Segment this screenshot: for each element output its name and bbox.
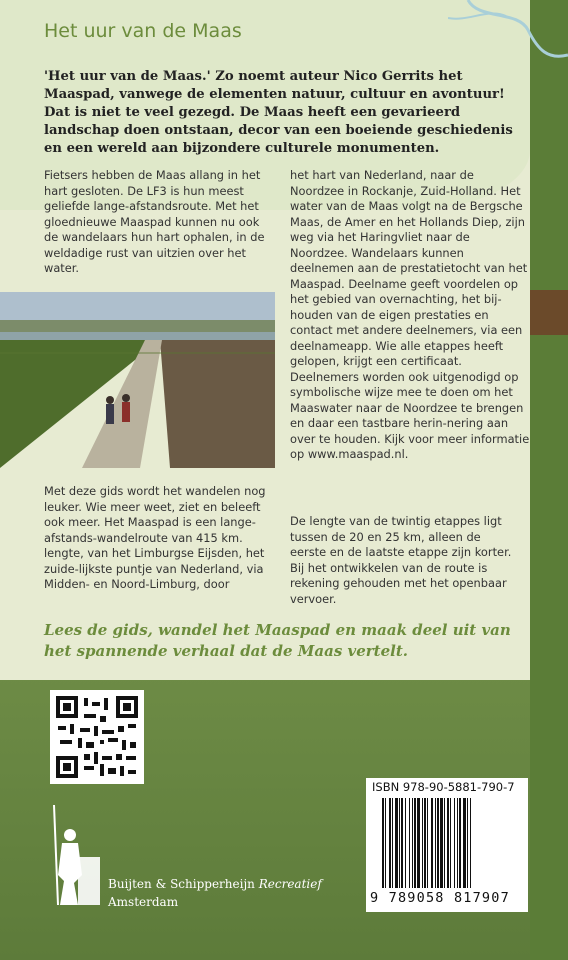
landscape-photo bbox=[0, 292, 275, 468]
publisher-city: Amsterdam bbox=[108, 895, 179, 909]
publisher-block bbox=[108, 875, 322, 911]
publisher-name: Buijten & Schipperheijn bbox=[108, 877, 255, 891]
body-column-2: het hart van Nederland, naar de Noordzee in Rockanje, Zuid-Holland. Het water van de Maas volgt na de Bergsche Maas, de Amer en het Hollands Diep, zijn weg via het Haringvliet naar de Noordzee. Wandelaars kunnen deelnemen aan de prestatietocht van het Maaspad. Deelname geeft voordelen op het gebied van overnachting, het bij-houden van de eigen prestaties en contact met andere deelnemers, via een deelnameapp. Wie alle etappes heeft gelopen, krijgt een certificaat. Deelnemers worden ook uitgenodigd op symbolische wijze mee te doen om het Maaswater naar de Noordzee te brengen en daar een tastbare herin-nering aan over te houden. Kijk voor meer informatie op www.maaspad.nl. bbox=[290, 168, 530, 461]
ean-digits: 9 789058 817907 bbox=[370, 890, 510, 906]
publisher-imprint: Recreatief bbox=[258, 877, 322, 891]
publisher-logo-icon bbox=[48, 805, 104, 915]
right-stripe-accent bbox=[530, 290, 568, 335]
barcode-block bbox=[366, 778, 528, 912]
body-column-3: Met deze gids wordt het wandelen nog leuker. Wie meer weet, ziet en beleeft ook meer. Het Maaspad is een lange-afstands-wandelroute van 415 km. lengte, van het Limburgse Eijsden, het zuide-lijkste puntje van Nederland, via Midden- en Noord-Limburg, door bbox=[44, 484, 266, 591]
body-column-1: Fietsers hebben de Maas allang in het hart gesloten. De LF3 is hun meest geliefde lange-afstandsroute. Met het gloednieuwe Maaspad kunnen nu ook de wandelaars hun hart ophalen, in de weldadige rust van uitzien over het water. bbox=[44, 168, 265, 275]
page-title: Het uur van de Maas bbox=[44, 20, 242, 42]
isbn-label: ISBN 978-90-5881-790-7 bbox=[372, 780, 515, 794]
intro-paragraph: 'Het uur van de Maas.' Zo noemt auteur Nico Gerrits het Maaspad, vanwege de elementen natuur, cultuur en avontuur! Dat is niet te veel gezegd. De Maas heeft een gevarieerd landschap doen ontstaan, decor van een boeiende geschiedenis en een wereld aan bijzondere culturele monumenten. bbox=[44, 69, 513, 156]
barcode-icon bbox=[382, 798, 522, 890]
right-stripe bbox=[530, 0, 568, 960]
body-column-4: De lengte van de twintig etappes ligt tussen de 20 en 25 km, alleen de eerste en de laatste etappe zijn korter. Bij het ontwikkelen van de route is rekening gehouden met het openbaar vervoer. bbox=[290, 514, 512, 606]
tagline: Lees de gids, wandel het Maaspad en maak deel uit van het spannende verhaal dat de Maas vertelt. bbox=[44, 621, 511, 660]
qr-code[interactable] bbox=[50, 690, 144, 784]
